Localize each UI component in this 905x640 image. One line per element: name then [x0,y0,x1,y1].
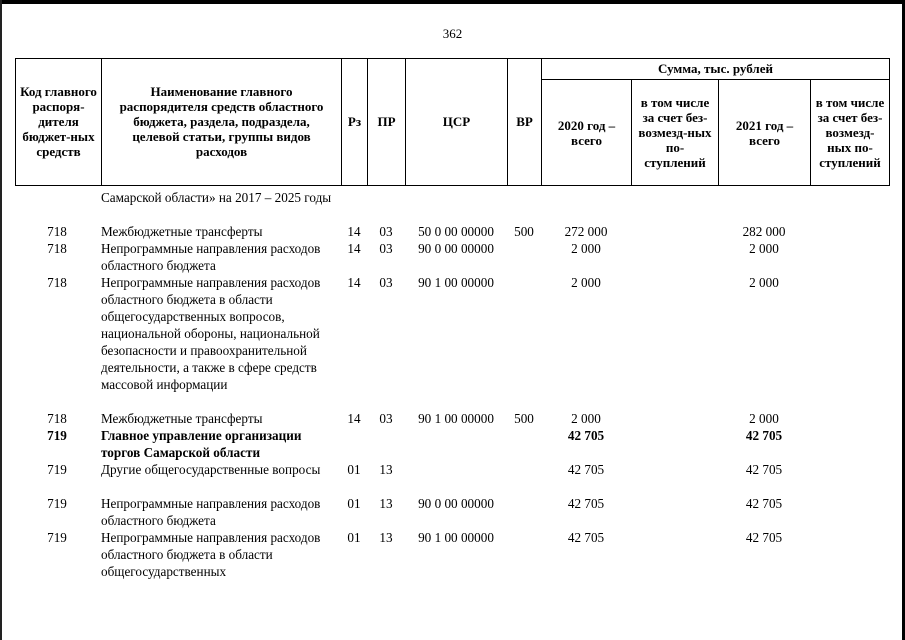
row-code: 718 [47,241,67,256]
row-2020-total: 2 000 [571,275,601,290]
header-sum: Сумма, тыс. рублей [658,61,773,76]
row-2020-total: 272 000 [564,224,608,239]
row-name: Межбюджетные трансферты [101,411,263,426]
row-csr: 90 0 00 00000 [418,496,494,511]
row-name: Непрограммные направления расходов областного бюджета в области общегосударственных вопросов, национальной обороны, национальной безопасности и правоохранительной деятельности, а также в сфере средств массовой информации [101,275,321,392]
row-pr: 03 [379,411,393,426]
row-pr: 03 [379,275,393,290]
row-csr: 90 1 00 00000 [418,530,494,545]
row-name: Другие общегосударственные вопросы [101,462,321,477]
row-code: 718 [47,224,67,239]
table-row [15,223,890,240]
row-name: Непрограммные направления расходов областного бюджета [101,241,321,273]
row-2021-total: 42 705 [745,496,783,511]
row-2020-total: 42 705 [567,428,605,443]
row-pr: 13 [379,462,393,477]
row-name: Непрограммные направления расходов областного бюджета в области общегосударственных [101,530,321,579]
row-csr: 50 0 00 00000 [418,224,494,239]
page-number: 362 [442,26,463,41]
table-body [15,189,890,580]
table-row [15,189,890,223]
header-2021-total: 2021 год – всего [735,117,794,148]
row-name: Межбюджетные трансферты [101,224,263,239]
row-pr: 13 [379,496,393,511]
row-code: 719 [47,530,67,545]
row-2020-total: 42 705 [567,530,605,545]
header-name: Наименование главного распорядителя средств областного бюджета, раздела, подраздела, целевой статьи, группы видов расходов [119,84,324,159]
row-vr: 500 [514,411,534,426]
table-row-org [15,427,890,461]
row-pr: 03 [379,241,393,256]
header-rz: Рз [347,114,362,129]
table-row [15,461,890,495]
row-code: 719 [47,428,67,443]
scan-top-edge [0,0,905,4]
row-code: 719 [47,462,67,477]
row-rz: 14 [347,241,361,256]
row-code: 718 [47,275,67,290]
row-2021-total: 2 000 [749,241,779,256]
table-row [15,529,890,580]
row-2021-total: 282 000 [742,224,786,239]
table-header [15,58,890,186]
row-2021-total: 2 000 [749,411,779,426]
row-rz: 14 [347,275,361,290]
header-code: Код главного распоря-дителя бюджет-ных средств [20,84,97,159]
row-2020-total: 2 000 [571,411,601,426]
table-row [15,410,890,427]
row-rz: 01 [347,496,361,511]
header-csr: ЦСР [442,114,471,129]
row-rz: 01 [347,530,361,545]
row-2020-total: 42 705 [567,462,605,477]
row-rz: 01 [347,462,361,477]
table-row [15,495,890,529]
header-2021-grants: в том числе за счет без-возмезд-ных по-ступлений [815,95,885,170]
row-2020-total: 2 000 [571,241,601,256]
row-2021-total: 42 705 [745,428,783,443]
row-name: Главное управление организации торгов Самарской области [101,428,302,460]
row-csr: 90 1 00 00000 [418,411,494,426]
row-2020-total: 42 705 [567,496,605,511]
header-2020-grants: в том числе за счет без-возмезд-ных по-ступлений [638,95,712,170]
row-vr: 500 [514,224,534,239]
header-pr: ПР [377,114,396,129]
row-pr: 03 [379,224,393,239]
row-code: 718 [47,411,67,426]
row-rz: 14 [347,224,361,239]
header-vr: ВР [516,114,533,129]
row-rz: 14 [347,411,361,426]
row-pr: 13 [379,530,393,545]
header-2020-total: 2020 год – всего [557,117,616,148]
row-2021-total: 2 000 [749,275,779,290]
table-row [15,274,890,410]
row-csr: 90 0 00 00000 [418,241,494,256]
row-name: Самарской области» на 2017 – 2025 годы [101,190,332,205]
row-2021-total: 42 705 [745,462,783,477]
row-name: Непрограммные направления расходов областного бюджета [101,496,321,528]
scan-left-edge [0,0,2,640]
row-code: 719 [47,496,67,511]
table-row [15,240,890,274]
row-2021-total: 42 705 [745,530,783,545]
row-csr: 90 1 00 00000 [418,275,494,290]
